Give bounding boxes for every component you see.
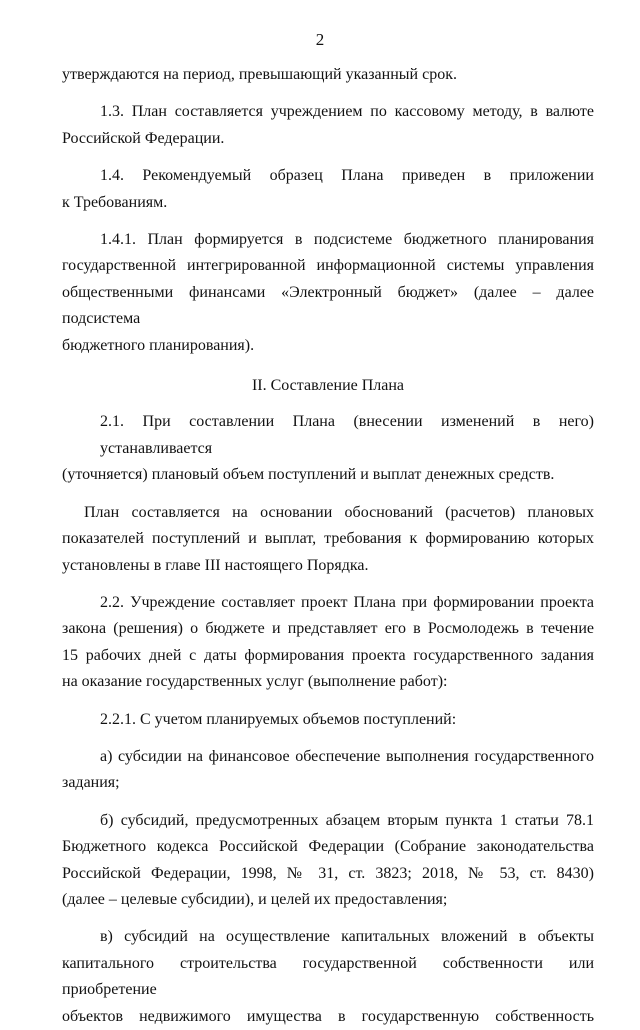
paragraph-1-4: [62, 163, 594, 216]
paragraph-2-2: [62, 590, 594, 696]
text-line: установлены в главе III настоящего Порядка.: [62, 556, 369, 574]
paragraph-2-1: [62, 409, 594, 488]
paragraph-item-b: [62, 808, 594, 914]
text-line: на оказание государственных услуг (выполнение работ):: [62, 673, 448, 691]
text-line: капитального строительства государственной собственности или приобретение: [62, 954, 594, 999]
text-line: Российской Федерации, 1998, № 31, ст. 3823; 2018, № 53, ст. 8430): [62, 864, 594, 882]
text-line: Бюджетного кодекса Российской Федерации (Собрание законодательства: [62, 838, 594, 856]
page-number: 2: [315, 30, 325, 49]
text-line: задания;: [62, 774, 120, 792]
text-line: общественными финансами «Электронный бюджет» (далее – далее подсистема: [62, 283, 594, 328]
text-line: Российской Федерации.: [62, 129, 225, 147]
text-line: 2.1. При составлении Плана (внесении изменений в него) устанавливается: [100, 413, 594, 457]
text-line: 2.2. Учреждение составляет проект Плана при формировании проекта: [100, 593, 594, 611]
paragraph-item-a: [62, 744, 594, 797]
text-line: показателей поступлений и выплат, требования к формированию которых: [62, 530, 594, 548]
text-line: бюджетного планирования).: [62, 336, 255, 354]
text-line: в) субсидий на осуществление капитальных вложений в объекты: [100, 928, 594, 946]
text-line: б) субсидий, предусмотренных абзацем вторым пункта 1 статьи 78.1: [100, 811, 594, 829]
section-heading: II. Составление Плана: [251, 377, 405, 395]
paragraph-plan: [62, 500, 594, 579]
text-line: а) субсидии на финансовое обеспечение выполнения государственного: [100, 747, 594, 765]
paragraph-item-v: [62, 924, 594, 1030]
paragraph-continuation: [62, 62, 594, 88]
text-line: (далее – целевые субсидии), и целей их предоставления;: [62, 890, 448, 908]
text-line: 1.3. План составляется учреждением по кассовому методу, в валюте: [100, 103, 594, 121]
text-line: План составляется на основании обоснований (расчетов) плановых: [84, 503, 594, 521]
document-body: [62, 62, 594, 1030]
text-line: 15 рабочих дней с даты формирования проекта государственного задания: [62, 646, 594, 664]
paragraph-1-3: [62, 99, 594, 152]
text-line: утверждаются на период, превышающий указанный срок.: [62, 66, 457, 83]
paragraph-1-4-1: [62, 227, 594, 359]
text-line: 1.4. Рекомендуемый образец Плана приведен в приложении: [100, 167, 594, 185]
text-line: к Требованиям.: [62, 193, 168, 211]
text-line: закона (решения) о бюджете и представляет его в Росмолодежь в течение: [62, 620, 594, 638]
text-line: 1.4.1. План формируется в подсистеме бюджетного планирования: [100, 231, 594, 249]
text-line: объектов недвижимого имущества в государственную собственность: [62, 1007, 594, 1025]
text-line: государственной интегрированной информационной системы управления: [62, 257, 594, 275]
text-line: 2.2.1. С учетом планируемых объемов поступлений:: [100, 710, 457, 728]
text-line: (уточняется) плановый объем поступлений и выплат денежных средств.: [62, 466, 555, 484]
paragraph-2-2-1: [62, 707, 594, 733]
